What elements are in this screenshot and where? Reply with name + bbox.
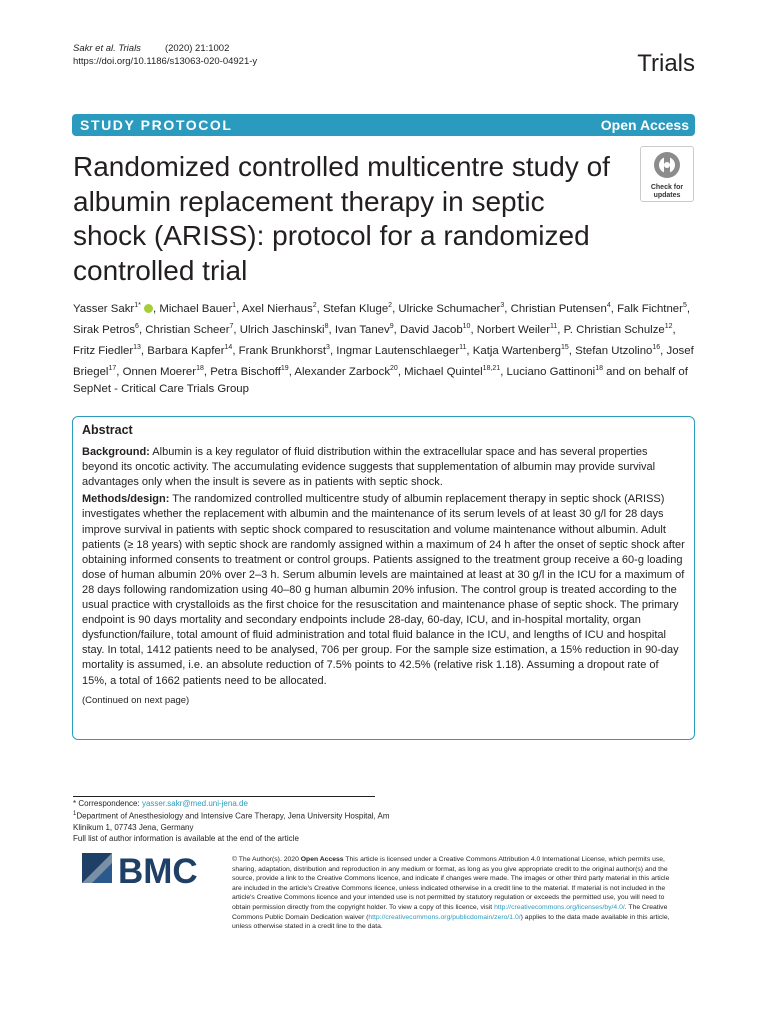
license-link-cc-by[interactable]: http://creativecommons.org/licenses/by/4.0/ bbox=[494, 903, 625, 911]
abstract-heading: Abstract bbox=[82, 423, 133, 437]
journal-name: Trials bbox=[637, 50, 695, 77]
abstract-box bbox=[72, 416, 695, 740]
author-entry[interactable] bbox=[73, 324, 139, 336]
author-affiliation: 2 bbox=[312, 302, 317, 309]
background-label: Background: bbox=[82, 446, 150, 459]
author-affiliation: 7 bbox=[229, 323, 234, 330]
author-name[interactable]: Frank Brunkhorst bbox=[238, 344, 327, 357]
author-affiliation: 11 bbox=[459, 344, 467, 351]
author-entry[interactable] bbox=[123, 366, 204, 378]
author-name[interactable]: Christian Putensen bbox=[510, 302, 607, 315]
license-text-2: . The Creative Commons Public Domain Dedication waiver ( bbox=[232, 903, 668, 921]
author-affiliation: 13 bbox=[133, 344, 141, 351]
author-name[interactable]: P. Christian Schulze bbox=[563, 323, 665, 336]
author-name[interactable]: Sirak Petros bbox=[73, 323, 136, 336]
citation-year-volume: (2020) 21:1002 bbox=[164, 43, 230, 54]
author-affiliation: 14 bbox=[224, 344, 233, 351]
bmc-logo-graphic bbox=[82, 853, 222, 889]
author-affiliation: 18 bbox=[196, 365, 204, 372]
author-name[interactable]: Katja Wartenberg bbox=[472, 344, 561, 357]
doi-link[interactable]: https://doi.org/10.1186/s13063-020-04921-y bbox=[73, 56, 258, 67]
author-name[interactable]: Ingmar Lautenschlaeger bbox=[336, 344, 460, 357]
author-affiliation: 20 bbox=[390, 365, 398, 372]
author-entry[interactable] bbox=[240, 324, 329, 336]
author-affiliation: 2 bbox=[388, 302, 393, 309]
author-name[interactable]: Alexander Zarbock bbox=[294, 365, 391, 378]
author-name[interactable]: Petra Bischoff bbox=[210, 365, 281, 378]
author-entry[interactable] bbox=[511, 303, 611, 315]
author-entry[interactable] bbox=[575, 345, 660, 357]
author-name[interactable]: Fritz Fiedler bbox=[73, 344, 134, 357]
author-info-note: Full list of author information is available at the end of the article bbox=[73, 833, 299, 843]
correspondence-label: * Correspondence: bbox=[73, 799, 140, 808]
license-text-1: This article is licensed under a Creative Commons Attribution 4.0 International License, which permits use, sharing, adaptation, distribution and reproduction in any medium or format, as long as you give appropriate credit to the original author(s) and the source, provide a link to the Creative Commons licence, and indicate if changes were made. The images or other third party material in this article are included in the article's Creative Commons licence, unless indicated otherwise in a credit line to the material. If material is not included in the article's Creative Commons licence and your intended use is not permitted by statutory regulation or exceeds the permitted use, you will need to obtain permission directly from the copyright holder. To view a copy of this licence, visit bbox=[232, 856, 670, 911]
author-affiliation: 16 bbox=[652, 344, 661, 351]
author-name[interactable]: Barbara Kapfer bbox=[147, 344, 225, 357]
open-access-label: Open Access bbox=[600, 117, 689, 133]
author-affiliation: 1* bbox=[134, 302, 141, 309]
abstract-methods bbox=[82, 492, 686, 688]
author-list: Yasser Sakr$^{1*}$ , Michael Bauer$^1$, Axel Nierhaus$^2$, Stefan Kluge$^2$, Ulricke Schumacher$^3$, Christian Putensen$^4$, Falk Fichtner$^5$, Sirak Petros$^6$, Christian Scheer$^7$, Ulrich Jaschinski$^8$, Ivan Tanev$^9$, David Jacob$^{10}$, Norbert Weiler$^{11}$, P. Christian Schulze$^{12}$, Fritz Fiedler$^{13}$, Barbara Kapfer$^{14}$, Frank Brunkhorst$^3$, Ingmar Lautenschlaeger$^{11}$, Katja Wartenberg$^{15}$, Stefan Utzolino$^{16}$, Josef Briegel$^{17}$, Onnen Moerer$^{18}$, Petra Bischoff$^{19}$, Alexander Zarbock$^{20}$, Michael Quintel$^{18,21}$, Luciano Gattinoni$^{18}$ and on behalf of SepNet - Critical Care Trials Group bbox=[73, 302, 694, 395]
author-entry[interactable] bbox=[294, 366, 397, 378]
author-affiliation: 11 bbox=[550, 323, 558, 330]
methods-text: The randomized controlled multicentre study of albumin replacement therapy in septic shock (ARISS) investigates whether the replacement with albumin and the maintenance of its serum levels of at least 30 g/l for 28 days improve survival in patients with septic shock compared to resuscitation and volume maintenance without albumin. Adult patients (≥ 18 years) with septic shock are randomly assigned within a maximum of 24 h after the onset of septic shock after obtaining informed consents to treatment or control groups. Patients assigned to the treatment group receive a 60-g loading dose of human albumin 20% over 2–3 h. Serum albumin levels are maintained at least at 30 g/l in the ICU for a maximum of 28 days following randomization using 40–80 g human albumin 20% infusion. The control group is treated according to the usual practice with crystalloids as the first choice for the resuscitation and maintenance phase of septic shock. The primary endpoint is 90 days mortality and secondary endpoints include 28-day, 60-day, ICU, and in-hospital mortality, organ dysfunction/failure, total amount of fluid administration and total fluid balance in the ICU, and lengths of ICU and hospital stay. In total, 1412 patients need to be analysed, 706 per group. For the sample size estimation, a 15% reduction in 90-day mortality is assumed, i.e. an absolute reduction of 7.5% points to 42.5% (relative risk 1.18). Assuming a dropout rate of 15%, a total of 1662 patients need to be allocated. bbox=[82, 493, 685, 687]
footnote-divider bbox=[73, 796, 375, 797]
abstract-background bbox=[82, 445, 686, 490]
author-affiliation: 6 bbox=[135, 323, 139, 330]
continued-note: (Continued on next page) bbox=[82, 694, 190, 706]
crossmark-icon bbox=[653, 151, 681, 179]
author-entry[interactable] bbox=[335, 324, 394, 336]
author-affiliation: 9 bbox=[389, 323, 394, 330]
author-name[interactable]: Stefan Kluge bbox=[322, 302, 389, 315]
bmc-logo bbox=[82, 853, 222, 889]
check-for-updates-line2: updates bbox=[653, 192, 681, 199]
author-entry[interactable] bbox=[404, 366, 500, 378]
license-statement bbox=[232, 855, 672, 932]
author-entry[interactable] bbox=[147, 345, 232, 357]
methods-label: Methods/design: bbox=[82, 493, 170, 506]
author-name[interactable]: Ulrich Jaschinski bbox=[239, 323, 325, 336]
author-entry[interactable] bbox=[73, 345, 141, 357]
citation-authors: Sakr et al. Trials bbox=[73, 43, 141, 54]
author-name[interactable]: Ulricke Schumacher bbox=[398, 302, 501, 315]
author-affiliation: 5 bbox=[682, 302, 687, 309]
affiliation-text: Department of Anesthesiology and Intensive Care Therapy, Jena University Hospital, Am Klinikum 1, 07743 Jena, Germany bbox=[73, 811, 390, 832]
license-open-access: Open Access bbox=[300, 856, 344, 863]
author-entry[interactable] bbox=[242, 303, 317, 315]
author-affiliation: 15 bbox=[560, 344, 569, 351]
author-entry[interactable] bbox=[239, 345, 330, 357]
author-affiliation: 12 bbox=[664, 323, 673, 330]
citation-block bbox=[73, 42, 257, 68]
author-name[interactable]: Axel Nierhaus bbox=[241, 302, 313, 315]
license-prefix: © The Author(s). 2020 bbox=[232, 856, 299, 863]
author-name[interactable]: Stefan Utzolino bbox=[575, 344, 653, 357]
author-name[interactable]: Ivan Tanev bbox=[334, 323, 390, 336]
article-title: Randomized controlled multicentre study of albumin replacement therapy in septic shock (ARISS): protocol for a randomized controlled trial bbox=[73, 151, 610, 286]
article-type-banner bbox=[72, 114, 695, 136]
author-name[interactable]: Onnen Moerer bbox=[122, 365, 197, 378]
author-entry[interactable] bbox=[398, 303, 504, 315]
author-entry[interactable] bbox=[73, 303, 153, 315]
author-name[interactable]: Luciano Gattinoni bbox=[506, 365, 596, 378]
author-affiliation: 17 bbox=[108, 365, 117, 372]
author-entry[interactable] bbox=[210, 366, 289, 378]
author-entry[interactable] bbox=[336, 345, 466, 357]
author-entry[interactable] bbox=[617, 303, 687, 315]
author-entry[interactable] bbox=[473, 345, 569, 357]
author-entry[interactable] bbox=[564, 324, 673, 336]
bmc-wordmark: BMC bbox=[118, 853, 198, 889]
author-affiliation: 19 bbox=[280, 365, 289, 372]
author-affiliation: 10 bbox=[462, 323, 471, 330]
license-text-3: ) applies to the data made available in this article, unless otherwise stated in a credit line to the data. bbox=[232, 913, 670, 931]
author-name[interactable]: David Jacob bbox=[399, 323, 463, 336]
author-name[interactable]: Yasser Sakr bbox=[73, 302, 135, 315]
author-name[interactable]: Michael Quintel bbox=[404, 365, 483, 378]
author-affiliation: 18,21 bbox=[482, 365, 501, 372]
article-type: STUDY PROTOCOL bbox=[80, 117, 233, 133]
check-for-updates-button[interactable] bbox=[640, 146, 694, 202]
author-affiliation: 8 bbox=[324, 323, 329, 330]
author-entry[interactable] bbox=[323, 303, 392, 315]
author-affiliation: 18 bbox=[595, 365, 603, 372]
author-entry[interactable] bbox=[507, 366, 603, 378]
author-entry[interactable] bbox=[145, 324, 233, 336]
check-for-updates-line1: Check for bbox=[650, 184, 684, 191]
author-name[interactable]: Falk Fichtner bbox=[617, 302, 683, 315]
correspondence-footnote bbox=[73, 798, 403, 844]
license-link-cc-zero[interactable]: http://creativecommons.org/publicdomain/zero/1.0/ bbox=[368, 913, 521, 921]
orcid-icon[interactable] bbox=[144, 304, 153, 313]
author-group: and on behalf of SepNet - Critical Care Trials Group bbox=[73, 365, 688, 395]
author-name[interactable]: Christian Scheer bbox=[145, 323, 230, 336]
author-entry[interactable] bbox=[159, 303, 236, 315]
author-name[interactable]: Norbert Weiler bbox=[476, 323, 551, 336]
correspondence-email[interactable]: yasser.sakr@med.uni-jena.de bbox=[141, 799, 248, 808]
author-affiliation: 1 bbox=[232, 302, 237, 309]
author-affiliation: 3 bbox=[500, 302, 505, 309]
author-affiliation: 4 bbox=[606, 302, 611, 309]
author-entry[interactable] bbox=[477, 324, 558, 336]
author-name[interactable]: Josef Briegel bbox=[73, 344, 694, 378]
affiliation-number: 1 bbox=[73, 811, 77, 817]
author-affiliation: 3 bbox=[326, 344, 330, 351]
author-entry[interactable] bbox=[400, 324, 470, 336]
background-text: Albumin is a key regulator of fluid distribution within the extracellular space and has several properties beyond its oncotic activity. The accumulating evidence suggests that supplementation of albumin may provide survival advantages only when the insult is severe as in patients with septic shock. bbox=[82, 446, 656, 489]
author-name[interactable]: Michael Bauer bbox=[159, 302, 233, 315]
